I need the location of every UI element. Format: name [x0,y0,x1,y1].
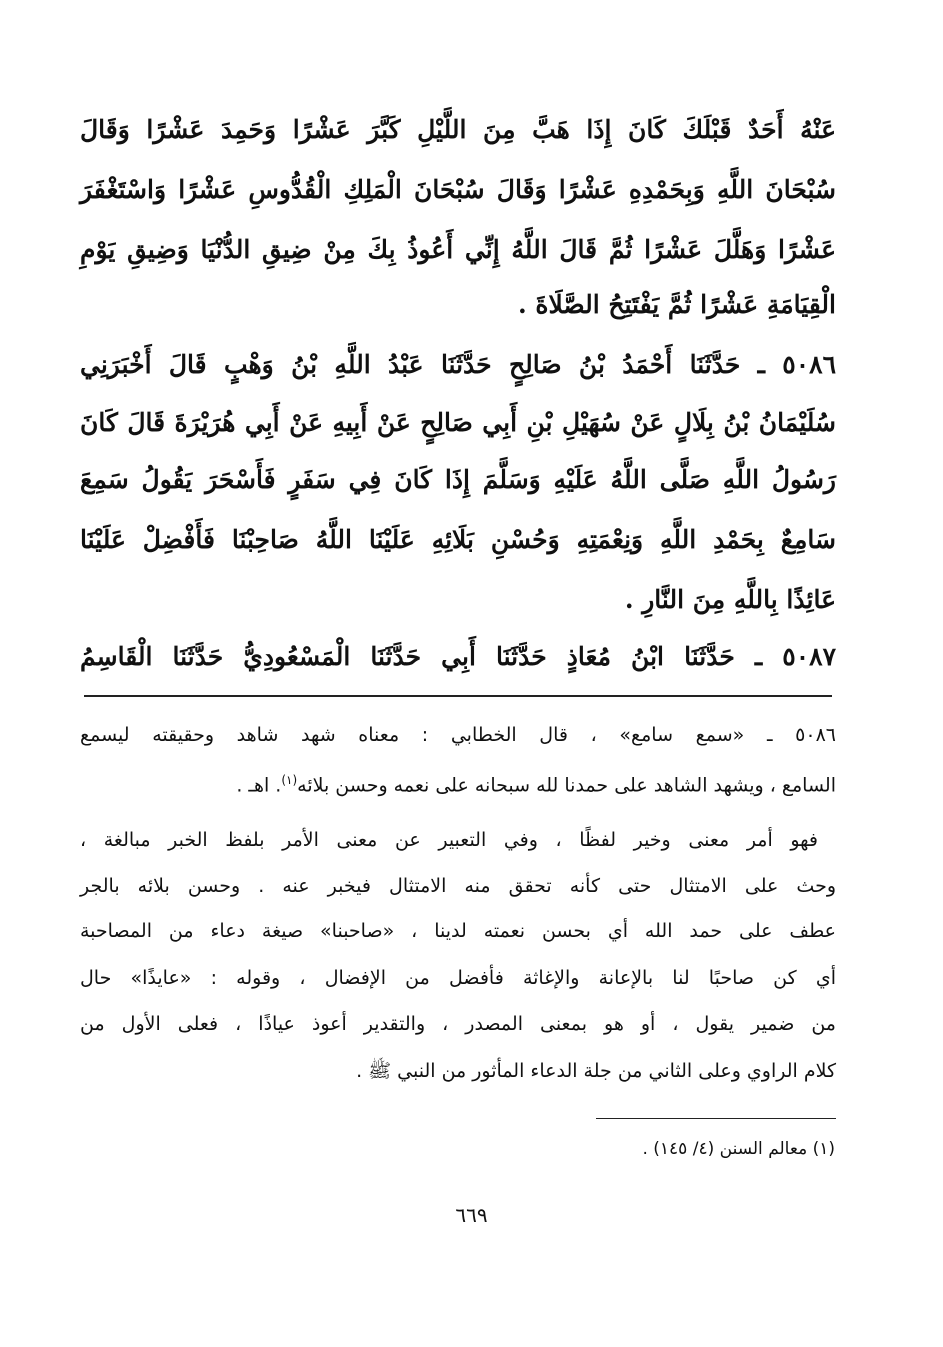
hadith-line: ٥٠٨٦ ـ حَدَّثَنَا أَحْمَدُ بْنُ صَالِحٍ حَدَّثَنَا عَبْدُ اللَّهِ بْنُ وَهْبٍ قَالَ أَخْبَرَنِي [80,350,836,379]
commentary-line: أي كن صاحبًا لنا بالإعانة والإغاثة فأفضل من الإفضال ، وقوله : «عايذًا» حال [80,967,836,989]
hadith-line: سُبْحَانَ اللَّهِ وَبِحَمْدِهِ عَشْرًا وَقَالَ سُبْحَانَ الْمَلِكِ الْقُدُّوسِ عَشْرًا وَاسْتَغْفَرَ [80,175,836,204]
commentary-line-tail: . اهـ . [236,774,282,797]
footnote-rule [596,1118,836,1119]
commentary-line: كلام الراوي وعلى الثاني من جلة الدعاء المأثور من النبي ﷺ . [356,1060,836,1082]
separator-rule [84,695,832,697]
hadith-line: سُلَيْمَانُ بْنُ بِلَالٍ عَنْ سُهَيْلِ بْنِ أَبِي صَالِحٍ عَنْ أَبِيهِ عَنْ أَبِي هُرَيْرَةَ قَالَ كَانَ [80,408,836,437]
commentary-line [80,760,836,800]
commentary-line: من ضمير يقول ، أو هو بمعنى المصدر ، والتقدير أعوذ عياذًا ، فعلى الأول من [80,1013,836,1035]
hadith-line: الْقِيَامَةِ عَشْرًا ثُمَّ يَفْتَتِحُ الصَّلَاةَ . [517,290,836,319]
hadith-line: عَائِذًا بِاللَّهِ مِنَ النَّارِ . [624,585,836,614]
hadith-line: عَنْهُ أَحَدٌ قَبْلَكَ كَانَ إِذَا هَبَّ مِنَ اللَّيْلِ كَبَّرَ عَشْرًا وَحَمِدَ عَشْرًا وَقَالَ [80,115,836,144]
hadith-line: سَامِعٌ بِحَمْدِ اللَّهِ وَنِعْمَتِهِ وَحُسْنِ بَلَائِهِ عَلَيْنَا اللَّهُ صَاحِبْنَا فَأَفْضِلْ عَلَيْنَا [80,525,836,554]
commentary-line: وحث على الامتثال حتى كأنه تحقق منه الامتثال فيخبر عنه . وحسن بلائه بالجر [80,875,836,897]
commentary-line: عطف على حمد الله أي بحسن نعمته لدينا ، «صاحبنا» صيغة دعاء من المصاحبة [80,920,836,942]
hadith-line: عَشْرًا وَهَلَّلَ عَشْرًا ثُمَّ قَالَ اللَّهُ إِنِّي أَعُوذُ بِكَ مِنْ ضِيقِ الدُّنْيَا وَضِيقِ يَوْمِ [80,235,836,264]
commentary-line: فهو أمر معنى وخير لفظًا ، وفي التعبير عن معنى الأمر بلفظ الخبر مبالغة ، [80,829,818,851]
footnote: (١) معالم السنن (٤/ ١٤٥) . [642,1139,835,1159]
commentary-line-text: السامع ، ويشهد الشاهد على حمدنا لله سبحانه على نعمه وحسن بلائه [297,774,836,797]
hadith-line: رَسُولُ اللَّهِ صَلَّى اللَّهُ عَلَيْهِ وَسَلَّمَ إِذَا كَانَ فِي سَفَرٍ فَأَسْحَرَ يَقُولُ سَمِعَ [80,465,836,494]
commentary-line: ٥٠٨٦ ـ «سمع سامع» ، قال الخطابي : معناه شهد شاهد وحقيقته ليسمع [80,724,836,746]
page-number: ٦٦٩ [455,1203,488,1227]
footnote-marker: (١) [281,773,298,787]
hadith-line: ٥٠٨٧ ـ حَدَّثَنَا ابْنُ مُعَاذٍ حَدَّثَنَا أَبِي حَدَّثَنَا الْمَسْعُودِيُّ حَدَّثَنَا الْقَاسِمُ [80,642,836,671]
